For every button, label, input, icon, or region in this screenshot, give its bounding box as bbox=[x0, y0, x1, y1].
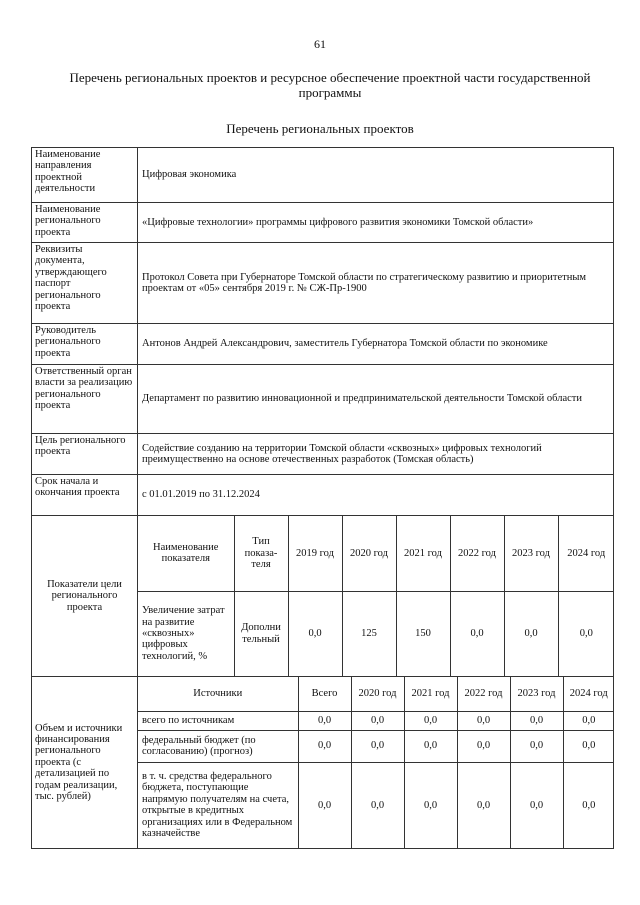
section-subtitle: Перечень региональных проектов bbox=[226, 121, 414, 136]
indicator-value: 0,0 bbox=[558, 591, 614, 676]
table-row bbox=[32, 434, 614, 475]
indicator-type: Дополни тельный bbox=[234, 591, 288, 676]
header-sources: Источники bbox=[193, 688, 243, 700]
header-total: Всего bbox=[298, 677, 351, 711]
funding-value: 0,0 bbox=[563, 762, 614, 848]
header-year: 2021 год bbox=[396, 516, 450, 591]
row-label: Руководитель регионального проекта bbox=[32, 324, 138, 365]
header-year: 2019 год bbox=[288, 516, 342, 591]
table-row bbox=[32, 324, 614, 365]
funding-value: 0,0 bbox=[298, 762, 351, 848]
header-indicator-name: Наименование показателя bbox=[153, 541, 219, 565]
funding-source: федеральный бюджет (по согласованию) (прогноз) bbox=[138, 730, 298, 762]
funding-header bbox=[138, 677, 614, 711]
row-value: Цифровая экономика bbox=[138, 148, 614, 203]
indicator-value: 0,0 bbox=[450, 591, 504, 676]
header-year: 2024 год bbox=[558, 516, 614, 591]
indicator-name: Увеличение затрат на развитие «сквозных» цифровых технологий, % bbox=[138, 591, 234, 676]
row-value: Содействие созданию на территории Томской области «сквозных» цифровых технологий преимущественно на основе отечественных разработок (Томская область) bbox=[138, 434, 614, 475]
funding-row-item bbox=[138, 730, 614, 762]
row-label: Реквизиты документа, утверждающего паспорт регионального проекта bbox=[32, 243, 138, 324]
header-year: 2022 год bbox=[457, 677, 510, 711]
funding-cell bbox=[138, 677, 614, 849]
header-year: 2021 год bbox=[404, 677, 457, 711]
funding-value: 0,0 bbox=[351, 762, 404, 848]
row-label: Наименование направления проектной деятельности bbox=[32, 148, 138, 203]
funding-value: 0,0 bbox=[457, 711, 510, 730]
row-value: Департамент по развитию инновационной и предпринимательской деятельности Томской области bbox=[138, 365, 614, 434]
row-value: «Цифровые технологии» программы цифрового развития экономики Томской области» bbox=[138, 203, 614, 243]
indicators-cell bbox=[138, 516, 614, 677]
header-year: 2023 год bbox=[510, 677, 563, 711]
funding-value: 0,0 bbox=[457, 762, 510, 848]
header-year: 2020 год bbox=[342, 516, 396, 591]
indicator-value: 0,0 bbox=[288, 591, 342, 676]
page-title: Перечень региональных проектов и ресурсное обеспечение проектной части государственной программы bbox=[69, 70, 591, 100]
table-row bbox=[32, 243, 614, 324]
indicators-table bbox=[138, 516, 614, 676]
funding-value: 0,0 bbox=[351, 711, 404, 730]
row-value: Протокол Совета при Губернаторе Томской области по стратегическому развитию и приоритетным проектам от «05» сентября 2019 г. № СЖ-Пр-1900 bbox=[138, 243, 614, 324]
funding-label: Объем и источники финансирования регионального проекта (с детализацией по годам реализации, тыс. рублей) bbox=[32, 677, 138, 849]
funding-table bbox=[138, 677, 614, 848]
projects-table bbox=[31, 147, 614, 849]
indicators-label: Показатели цели регионального проекта bbox=[32, 516, 138, 677]
funding-value: 0,0 bbox=[298, 730, 351, 762]
header-year: 2023 год bbox=[504, 516, 558, 591]
table-row bbox=[32, 148, 614, 203]
funding-value: 0,0 bbox=[510, 762, 563, 848]
row-label: Срок начала и окончания проекта bbox=[32, 475, 138, 516]
funding-row-item bbox=[138, 762, 614, 848]
row-label: Наименование регионального проекта bbox=[32, 203, 138, 243]
indicator-row bbox=[138, 591, 614, 676]
row-label: Цель регионального проекта bbox=[32, 434, 138, 475]
row-value: с 01.01.2019 по 31.12.2024 bbox=[138, 475, 614, 516]
funding-value: 0,0 bbox=[351, 730, 404, 762]
funding-source: всего по источникам bbox=[138, 711, 298, 730]
table-row bbox=[32, 475, 614, 516]
indicators-header bbox=[138, 516, 614, 591]
funding-row-item bbox=[138, 711, 614, 730]
table-row bbox=[32, 365, 614, 434]
funding-source: в т. ч. средства федерального бюджета, поступающие напрямую получателям на счета, открытые в кредитных организациях или в Федеральном казначействе bbox=[138, 762, 298, 848]
header-year: 2020 год bbox=[351, 677, 404, 711]
funding-value: 0,0 bbox=[563, 730, 614, 762]
funding-value: 0,0 bbox=[563, 711, 614, 730]
funding-value: 0,0 bbox=[404, 730, 457, 762]
indicator-value: 125 bbox=[342, 591, 396, 676]
indicator-value: 0,0 bbox=[504, 591, 558, 676]
row-label: Ответственный орган власти за реализацию регионального проекта bbox=[32, 365, 138, 434]
header-year: 2024 год bbox=[563, 677, 614, 711]
funding-value: 0,0 bbox=[404, 711, 457, 730]
funding-value: 0,0 bbox=[510, 711, 563, 730]
header-indicator-type: Тип показа-теля bbox=[234, 516, 288, 591]
page-number: 61 bbox=[314, 37, 326, 51]
funding-value: 0,0 bbox=[510, 730, 563, 762]
funding-value: 0,0 bbox=[404, 762, 457, 848]
funding-value: 0,0 bbox=[457, 730, 510, 762]
indicator-value: 150 bbox=[396, 591, 450, 676]
indicators-row bbox=[32, 516, 614, 677]
funding-row bbox=[32, 677, 614, 849]
funding-value: 0,0 bbox=[298, 711, 351, 730]
table-row bbox=[32, 203, 614, 243]
header-year: 2022 год bbox=[450, 516, 504, 591]
row-value: Антонов Андрей Александрович, заместитель Губернатора Томской области по экономике bbox=[138, 324, 614, 365]
